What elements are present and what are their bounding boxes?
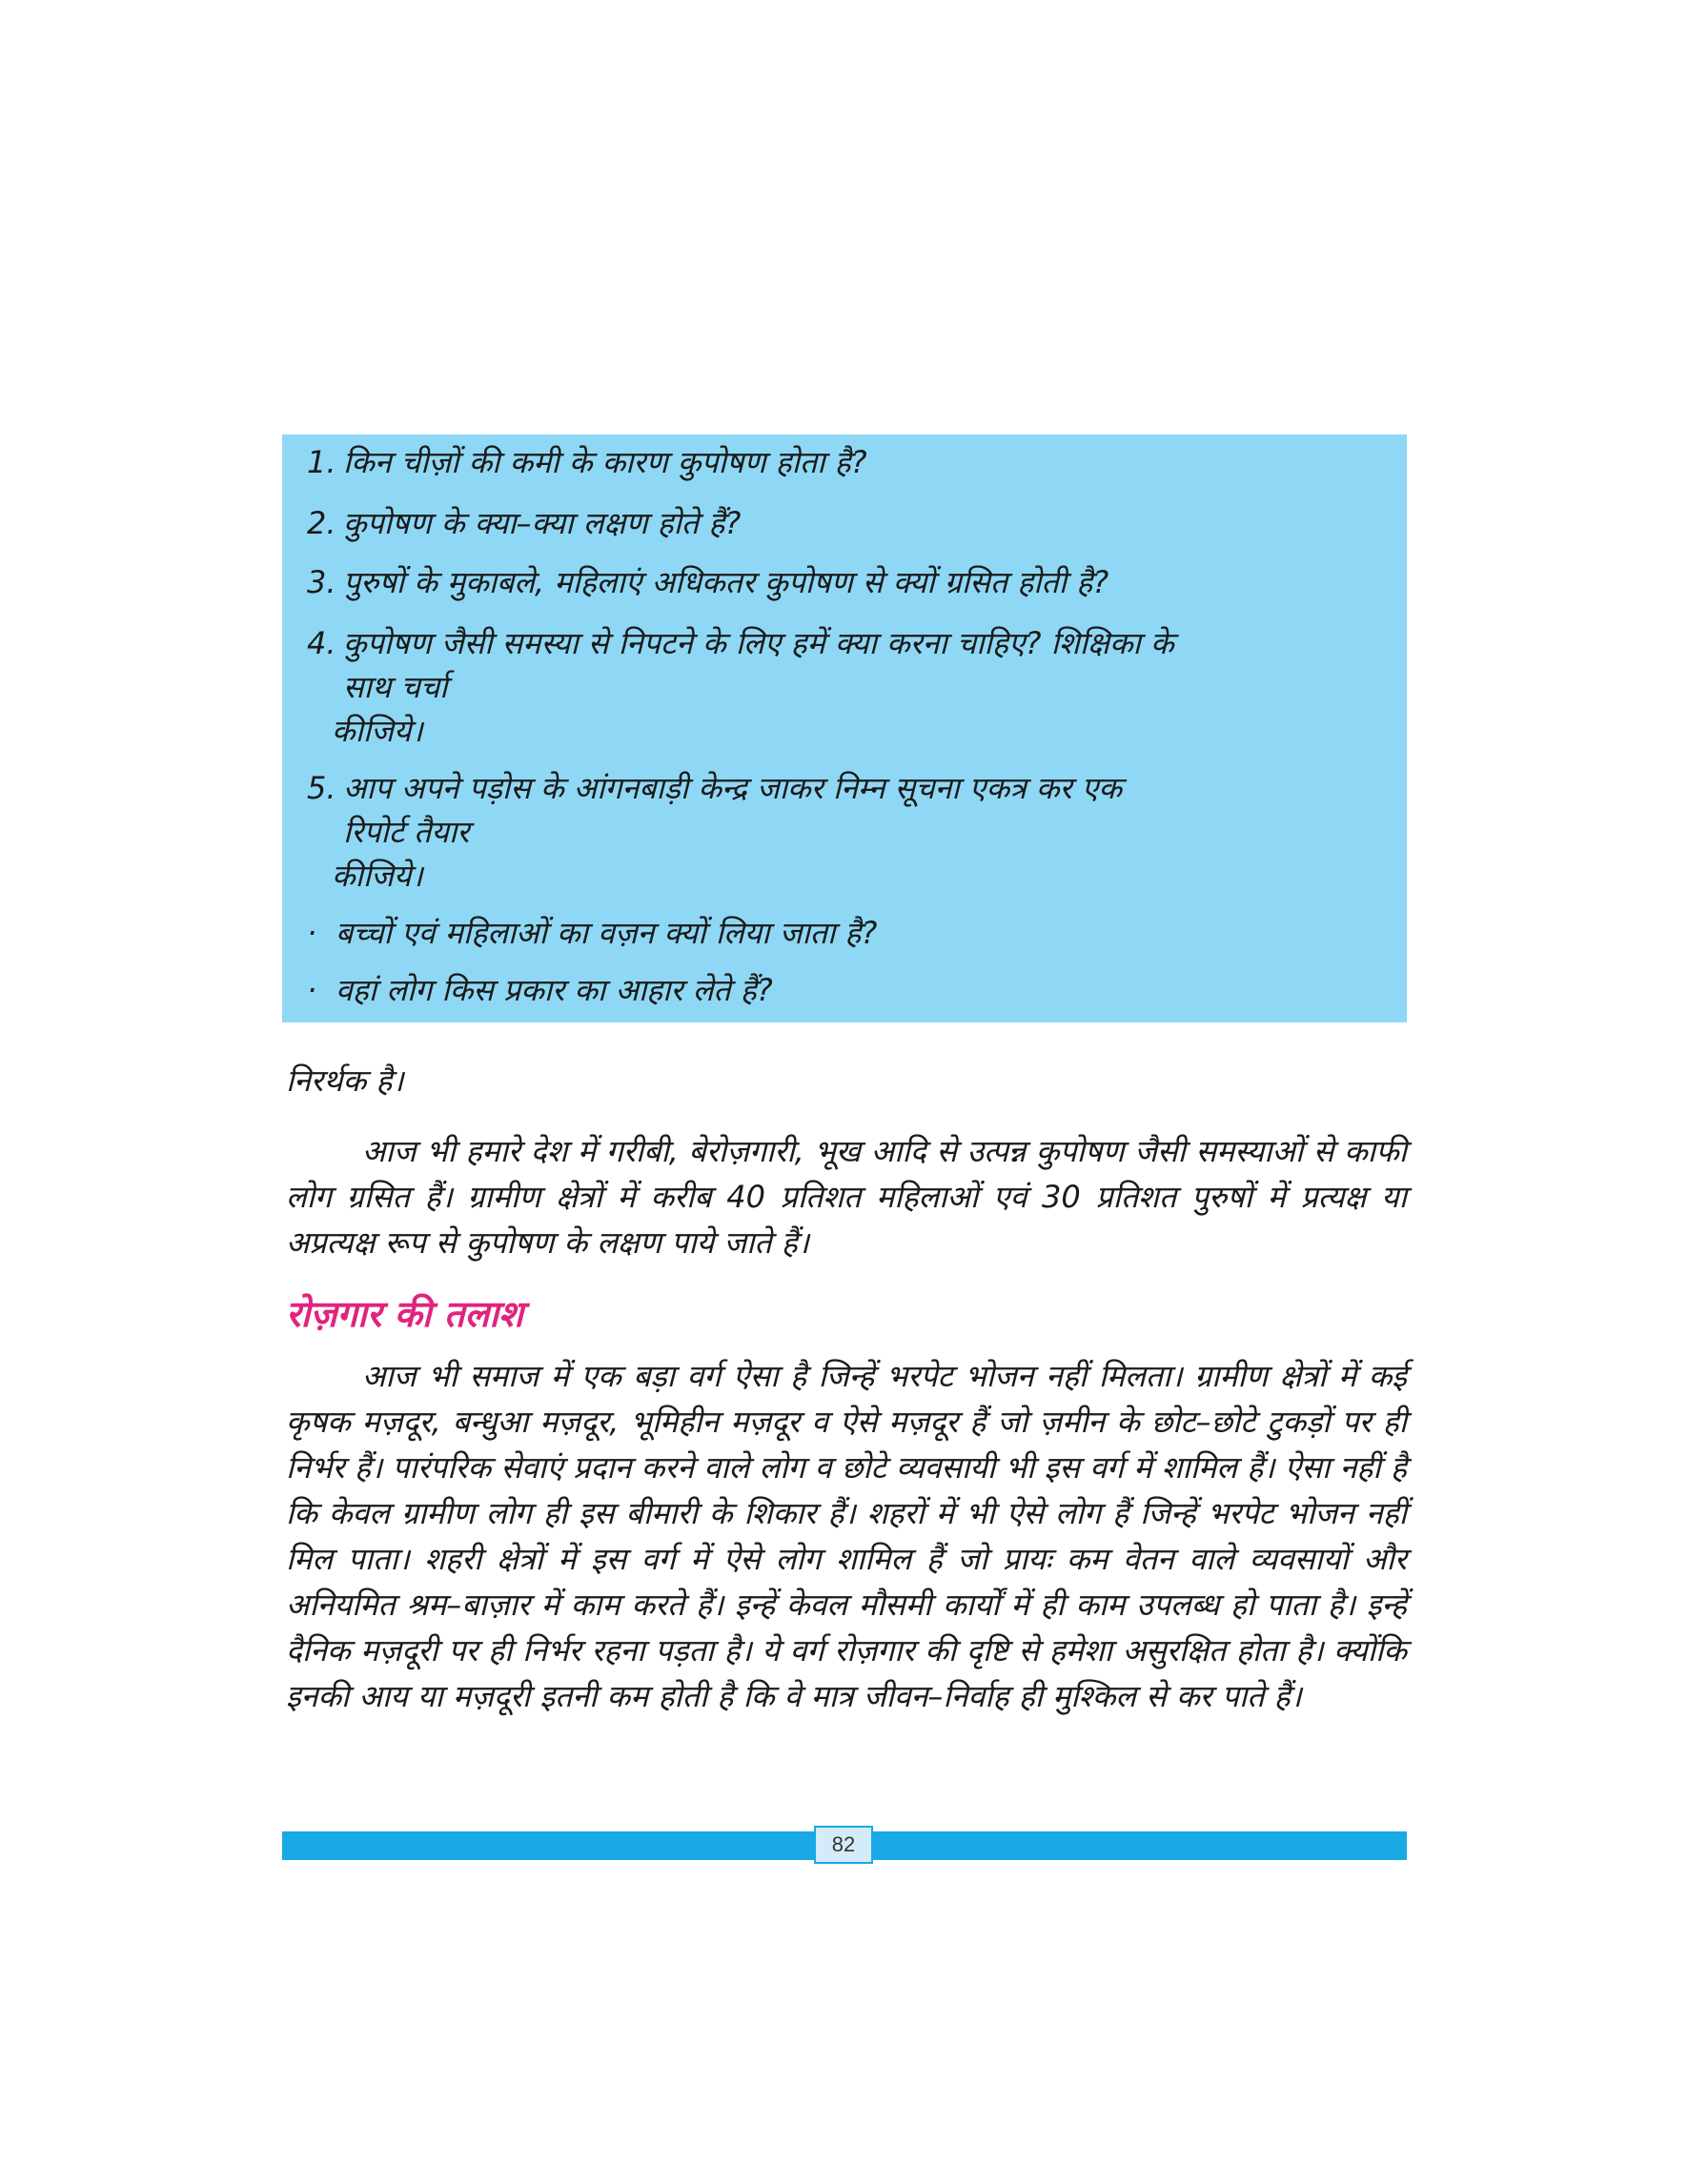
paragraph-continued: निरर्थक है। bbox=[286, 1062, 404, 1099]
paragraph-employment: आज भी समाज में एक बड़ा वर्ग ऐसा है जिन्हें भरपेट भोजन नहीं मिलता। ग्रामीण क्षेत्रों में कई कृषक मज़दूर, बन्धुआ मज़दूर, भूमिहीन मज़दूर व ऐसे मज़दूर हैं जो ज़मीन के छोट–छोटे टुकड़ों पर ही निर्भर हैं। पारंपरिक सेवाएं प्रदान करने वाले लोग व छोटे व्यवसायी भी इस वर्ग में शामिल हैं। ऐसा नहीं है कि केवल ग्रामीण लोग ही इस बीमारी के शिकार हैं। शहरों में भी ऐसे लोग हैं जिन्हें भरपेट भोजन नहीं मिल पाता। शहरी क्षेत्रों में इस वर्ग में ऐसे लोग शामिल हैं जो प्रायः कम वेतन वाले व्यवसायों और अनियमित श्रम–बाज़ार में काम करते हैं। इन्हें केवल मौसमी कार्यों में ही काम उपलब्ध हो पाता है। इन्हें दैनिक मज़दूरी पर ही निर्भर रहना पड़ता है। ये वर्ग रोज़गार की दृष्टि से हमेशा असुरक्षित होता है। क्योंकि इनकी आय या मज़दूरी इतनी कम होती है कि वे मात्र जीवन–निर्वाह ही मुश्किल से कर पाते हैं। bbox=[286, 1358, 1407, 1714]
questions-box bbox=[282, 435, 1407, 1022]
question-5: 5. आप अपने पड़ोस के आंगनबाड़ी केन्द्र जाकर निम्न सूचना एकत्र कर एक रिपोर्ट तैयार कीजिये। bbox=[307, 770, 1123, 894]
bullet-1: · बच्चों एवं महिलाओं का वज़न क्यों लिया जाता है? bbox=[307, 915, 878, 951]
question-3: 3. पुरुषों के मुकाबले, महिलाएं अधिकतर कुपोषण से क्यों ग्रसित होती है? bbox=[307, 564, 1109, 600]
paragraph-malnutrition: आज भी हमारे देश में गरीबी, बेरोज़गारी, भूख आदि से उत्पन्न कुपोषण जैसी समस्याओं से काफी लोग ग्रसित हैं। ग्रामीण क्षेत्रों में करीब 40 प्रतिशत महिलाओं एवं 30 प्रतिशत पुरुषों में प्रत्यक्ष या अप्रत्यक्ष रूप से कुपोषण के लक्षण पाये जाते हैं। bbox=[286, 1133, 1407, 1261]
section-heading: रोज़गार की तलाश bbox=[286, 1293, 523, 1335]
question-4: 4. कुपोषण जैसी समस्या से निपटने के लिए हमें क्या करना चाहिए? शिक्षिका के साथ चर्चा कीजिये। bbox=[307, 625, 1174, 749]
page-number: 82 bbox=[814, 1826, 873, 1864]
bullet-2: · वहां लोग किस प्रकार का आहार लेते हैं? bbox=[307, 972, 773, 1008]
question-1: 1. किन चीज़ों की कमी के कारण कुपोषण होता है? bbox=[307, 444, 867, 480]
question-2: 2. कुपोषण के क्या–क्या लक्षण होते हैं? bbox=[307, 505, 742, 541]
